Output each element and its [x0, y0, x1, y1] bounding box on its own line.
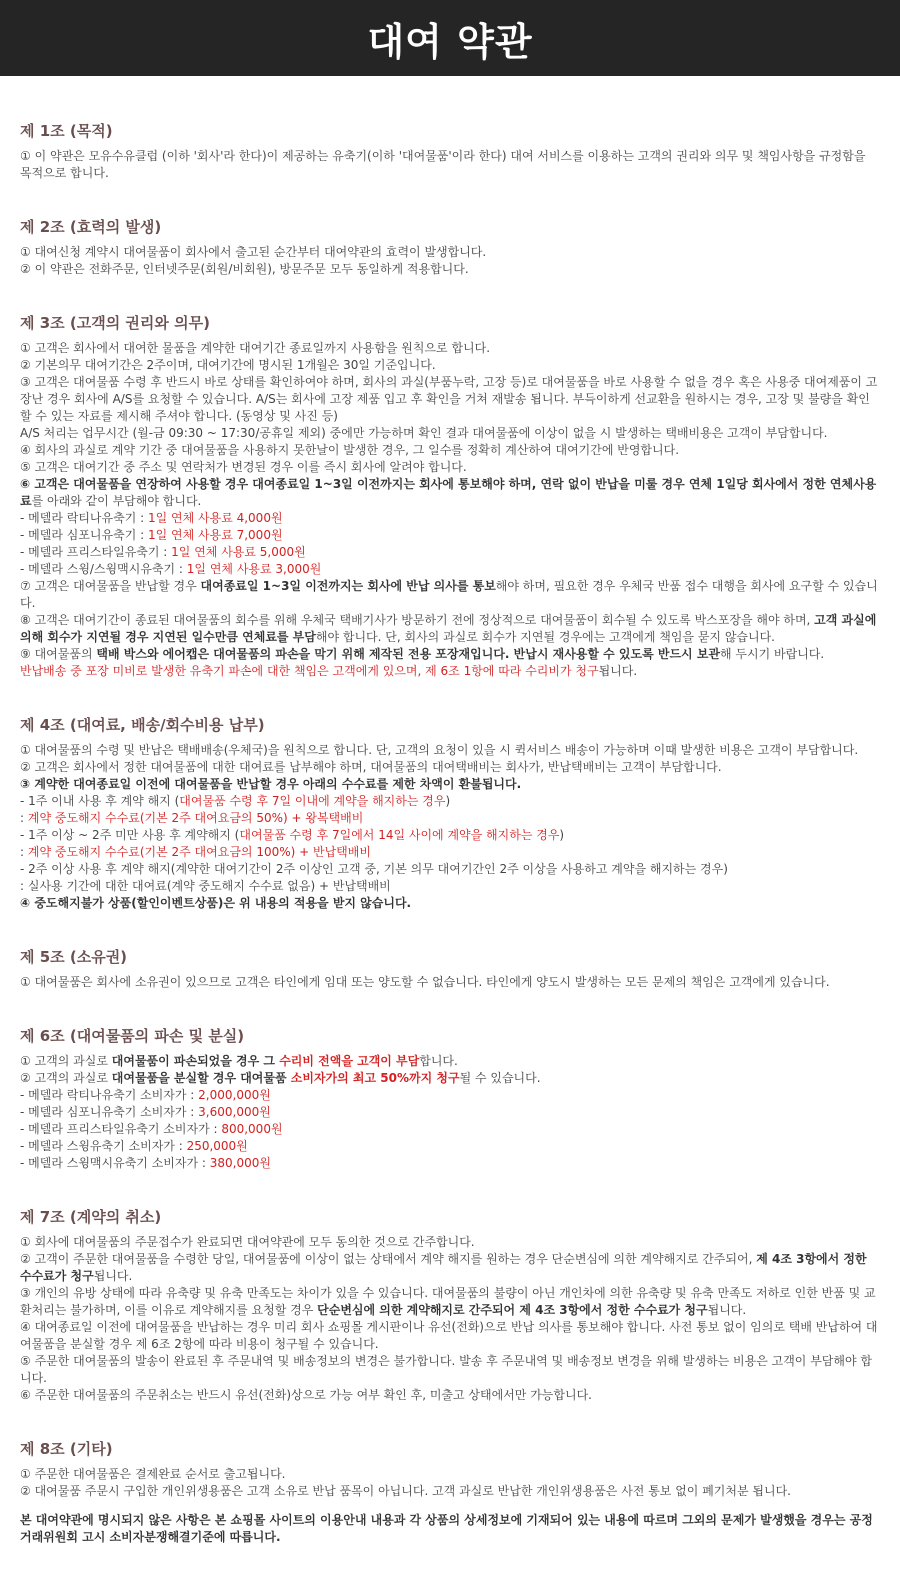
clause-text: ② 고객이 주문한 대여물품을 수령한 당일, 대여물품에 이상이 없는 상태에서 계약 해지를 원하는 경우 단순변심에 의한 계약해지로 간주되어, — [20, 1252, 757, 1266]
clause-text: 반납배송 중 포장 미비로 발생한 유축기 파손에 대한 책임은 고객에게 있으며, 제 6조 1항에 따라 수리비가 청구 — [20, 664, 599, 678]
clause-line — [20, 1466, 880, 1483]
page-title: 대여 약관 — [367, 19, 533, 64]
clause-text: 택배 박스와 에어캡은 대여물품의 파손을 막기 위해 제작된 전용 포장재입니다. 반납시 재사용할 수 있도록 반드시 보관 — [96, 647, 721, 661]
clause-line — [20, 476, 880, 510]
clause-line — [20, 261, 880, 278]
clause-line — [20, 793, 880, 810]
clause-line — [20, 244, 880, 261]
clause-line — [20, 1483, 880, 1500]
clause-text: - 메델라 프리스타일유축기 : — [20, 545, 172, 559]
clause-text: 계약 중도해지 수수료(기본 2주 대여요금의 100%) + 반납택배비 — [27, 845, 371, 859]
clause-text: - 메델라 프리스타일유축기 소비자가 : — [20, 1122, 222, 1136]
clause-text: 단순변심에 의한 계약해지로 간주되어 제 4조 3항에서 정한 수수료가 청구 — [317, 1303, 708, 1317]
clause-line — [20, 1053, 880, 1070]
clause-line — [20, 1087, 880, 1104]
clause-text: ) — [559, 828, 565, 842]
clause-text: 1일 연체 사용료 5,000원 — [171, 545, 306, 559]
clause-text: 합니다. — [419, 1054, 458, 1068]
clause-text: 수리비 전액을 고객이 부담 — [279, 1054, 420, 1068]
clause-text: 됩니다. — [93, 1269, 133, 1283]
clause-line — [20, 1121, 880, 1138]
clause-text: 제 4조 3항에서 정한 수수료가 청구 — [20, 1252, 867, 1283]
clause-text: 2,000,000원 — [198, 1088, 271, 1102]
clause-text: - 메델라 심포니유축기 : — [20, 528, 148, 542]
clause-line — [20, 527, 880, 544]
clause-text: ⑤ 주문한 대여물품의 발송이 완료된 후 주문내역 및 배송정보의 변경은 불가합니다. 발송 후 주문내역 및 배송정보 변경을 위해 발생하는 비용은 고객이 부담해야 합니다. — [20, 1354, 872, 1385]
article-title: 제 3조 (고객의 권리와 의무) — [20, 314, 210, 332]
clause-text: 1일 연체 사용료 7,000원 — [147, 528, 283, 542]
clause-line — [20, 357, 880, 374]
clause-line — [20, 148, 880, 182]
article-title: 제 1조 (목적) — [20, 122, 113, 140]
clause-line — [20, 612, 880, 646]
article-5 — [20, 946, 880, 991]
clause-line — [20, 561, 880, 578]
clause-text: 380,000원 — [209, 1156, 271, 1170]
clause-text: : — [20, 811, 28, 825]
clause-text: ) — [445, 794, 451, 808]
clause-text: ⑦ 고객은 대여물품을 반납할 경우 — [20, 579, 201, 593]
clause-text: ② 고객은 회사에서 정한 대여물품에 대한 대여료를 납부해야 하며, 대여물품의 대여택배비는 회사가, 반납택배비는 고객이 부담합니다. — [20, 760, 722, 774]
clause-text: - 2주 이상 사용 후 계약 해지(계약한 대여기간이 2주 이상인 고객 중, 기본 의무 대여기간인 2주 이상을 사용하고 계약을 해지하는 경우) — [20, 862, 728, 876]
article-title: 제 6조 (대여물품의 파손 및 분실) — [20, 1027, 245, 1045]
clause-line — [20, 340, 880, 357]
article-title: 제 2조 (효력의 발생) — [20, 218, 162, 236]
article-title: 제 7조 (계약의 취소) — [20, 1208, 162, 1226]
article-3 — [20, 312, 880, 680]
clause-text: A/S 처리는 업무시간 (월-금 09:30 ~ 17:30/공휴일 제외) 중에만 가능하며 확인 결과 대여물품에 이상이 없을 시 발생하는 택배비용은 고객이 부담합니다. — [20, 426, 828, 440]
clause-text: ② 대여물품 주문시 구입한 개인위생용품은 고객 소유로 반납 품목이 아닙니다. 고객 과실로 반납한 개인위생용품은 사전 통보 없이 폐기처분 됩니다. — [20, 1484, 791, 1498]
clause-line — [20, 544, 880, 561]
article-7 — [20, 1206, 880, 1404]
terms-content — [0, 76, 900, 1546]
clause-line — [20, 974, 880, 991]
clause-text: 3,600,000원 — [198, 1105, 271, 1119]
clause-line — [20, 895, 880, 912]
clause-text: ① 대여신청 계약시 대여물품이 회사에서 출고된 순간부터 대여약관의 효력이 발생합니다. — [20, 245, 487, 259]
clause-line — [20, 510, 880, 527]
clause-text: - 메델라 스윙유축기 소비자가 : — [20, 1139, 187, 1153]
article-2 — [20, 216, 880, 278]
clause-line — [20, 1353, 880, 1387]
clause-text: ① 주문한 대여물품은 결제완료 순서로 출고됩니다. — [20, 1467, 286, 1481]
clause-text: 해야 합니다. 단, 회사의 과실로 회수가 지연될 경우에는 고객에게 책임을 묻지 않습니다. — [315, 630, 776, 644]
clause-line — [20, 1070, 880, 1087]
clause-text: 될 수 있습니다. — [459, 1071, 541, 1085]
clause-text: 1일 연체 사용료 4,000원 — [147, 511, 283, 525]
clause-text: ② 기본의무 대여기간은 2주이며, 대여기간에 명시된 1개월은 30일 기준입니다. — [20, 358, 436, 372]
clause-line — [20, 1234, 880, 1251]
clause-line — [20, 1104, 880, 1121]
clause-line — [20, 442, 880, 459]
clause-line — [20, 374, 880, 425]
clause-line — [20, 861, 880, 878]
clause-text: ⑨ 대여물품의 — [20, 647, 97, 661]
article-title: 제 8조 (기타) — [20, 1440, 113, 1458]
clause-text: - 1주 이상 ~ 2주 미만 사용 후 계약해지 ( — [20, 828, 240, 842]
clause-text: ① 고객은 회사에서 대여한 물품을 계약한 대여기간 종료일까지 사용함을 원칙으로 합니다. — [20, 341, 491, 355]
clause-text: 됩니다. — [598, 664, 638, 678]
clause-text: 고객 과실에 의해 회수가 지연될 경우 지연된 일수만큼 연체료를 부담 — [20, 613, 877, 644]
clause-text: ① 고객의 과실로 — [20, 1054, 112, 1068]
clause-text: ① 대여물품은 회사에 소유권이 있으므로 고객은 타인에게 임대 또는 양도할 수 없습니다. 타인에게 양도시 발생하는 모든 문제의 책임은 고객에게 있습니다. — [20, 975, 830, 989]
clause-line — [20, 425, 880, 442]
clause-text: ⑧ 고객은 대여기간이 종료된 대여물품의 회수를 위해 우체국 택배기사가 방문하기 전에 정상적으로 대여물품이 회수될 수 있도록 박스포장을 해야 하며, — [20, 613, 815, 627]
clause-line — [20, 1155, 880, 1172]
clause-text: ④ 회사의 과실로 계약 기간 중 대여물품을 사용하지 못한날이 발생한 경우, 그 일수를 정확히 계산하여 대여기간에 반영합니다. — [20, 443, 680, 457]
clause-line — [20, 1285, 880, 1319]
clause-text: - 메델라 스윙맥시유축기 소비자가 : — [20, 1156, 210, 1170]
clause-text: ⑥ 고객은 대여물품을 연장하여 사용할 경우 대여종료일 1~3일 이전까지는 회사에 통보해야 하며, 연락 없이 반납을 미룰 경우 연체 1일당 회사에서 정한 연체사용료 — [20, 477, 877, 508]
clause-text: 대여종료일 1~3일 이전까지는 회사에 반납 의사를 통보 — [200, 579, 496, 593]
clause-text: 대여물품 수령 후 7일 이내에 계약을 해지하는 경우 — [179, 794, 446, 808]
clause-line — [20, 878, 880, 895]
clause-line — [20, 1138, 880, 1155]
clause-line — [20, 810, 880, 827]
clause-text: ④ 대여종료일 이전에 대여물품을 반납하는 경우 미리 회사 쇼핑몰 게시판이나 유선(전화)으로 반납 의사를 통보해야 합니다. 사전 통보 없이 임의로 택배 반납하여 대여물품을 분실할 경우 제 6조 2항에 따라 비용이 청구될 수 있습니다. — [20, 1320, 878, 1351]
clause-text: 대여물품을 분실할 경우 대여물품 — [111, 1071, 291, 1085]
closing-text: 본 대여약관에 명시되지 않은 사항은 본 쇼핑몰 사이트의 이용안내 내용과 각 상품의 상세정보에 기재되어 있는 내용에 따르며 그외의 문제가 발생했을 경우는 공정거래위원회 고시 소비자분쟁해결기준에 따릅니다. — [20, 1513, 873, 1544]
clause-line — [20, 776, 880, 793]
clause-line — [20, 1251, 880, 1285]
clause-line — [20, 578, 880, 612]
clause-text: 계약 중도해지 수수료(기본 2주 대여요금의 50%) + 왕복택배비 — [27, 811, 364, 825]
clause-line — [20, 844, 880, 861]
clause-text: - 메델라 스윙/스윙맥시유축기 : — [20, 562, 187, 576]
clause-line — [20, 742, 880, 759]
clause-text: 1일 연체 사용료 3,000원 — [186, 562, 322, 576]
clause-text: ① 대여물품의 수령 및 반납은 택배배송(우체국)을 원칙으로 합니다. 단, 고객의 요청이 있을 시 퀵서비스 배송이 가능하며 이때 발생한 비용은 고객이 부담합니다. — [20, 743, 859, 757]
clause-line — [20, 827, 880, 844]
clause-text: ① 회사에 대여물품의 주문접수가 완료되면 대여약관에 모두 동의한 것으로 간주합니다. — [20, 1235, 475, 1249]
article-1 — [20, 120, 880, 182]
clause-text: 소비자가의 최고 50%까지 청구 — [290, 1071, 460, 1085]
article-4 — [20, 714, 880, 912]
clause-text: 대여물품이 파손되었을 경우 그 — [111, 1054, 280, 1068]
clause-line — [20, 759, 880, 776]
clause-text: ⑤ 고객은 대여기간 중 주소 및 연락처가 변경된 경우 이를 즉시 회사에 알려야 합니다. — [20, 460, 467, 474]
clause-text: 250,000원 — [186, 1139, 248, 1153]
article-title: 제 4조 (대여료, 배송/회수비용 납부) — [20, 716, 265, 734]
clause-line — [20, 663, 880, 680]
clause-text: ④ 중도해지불가 상품(할인이벤트상품)은 위 내용의 적용을 받지 않습니다. — [20, 896, 412, 910]
clause-text: ② 이 약관은 전화주문, 인터넷주문(회원/비회원), 방문주문 모두 동일하게 적용합니다. — [20, 262, 469, 276]
clause-text: ③ 고객은 대여물품 수령 후 반드시 바로 상태를 확인하여야 하며, 회사의 과실(부품누락, 고장 등)로 대여물품을 바로 사용할 수 없을 경우 혹은 사용중 대여제품이 고장난 경우 회사에 A/S를 요청할 수 있습니다. A/S는 회사에 고장 제품 입고 후 확인을 거쳐 재발송 됩니다. 부득이하게 선교환을 원하시는 경우, 고장 및 불량을 확인할 수 있는 자료를 제시해 주셔야 합니다. (동영상 및 사진 등) — [20, 375, 878, 423]
clause-text: - 메델라 락티나유축기 : — [20, 511, 148, 525]
closing-notice — [20, 1512, 880, 1546]
page-header — [0, 0, 900, 76]
article-6 — [20, 1025, 880, 1172]
clause-line — [20, 459, 880, 476]
clause-line — [20, 646, 880, 663]
clause-text: ⑥ 주문한 대여물품의 주문취소는 반드시 유선(전화)상으로 가능 여부 확인 후, 미출고 상태에서만 가능합니다. — [20, 1388, 592, 1402]
clause-text: ③ 계약한 대여종료일 이전에 대여물품을 반납할 경우 아래의 수수료를 제한 차액이 환불됩니다. — [20, 777, 522, 791]
clause-line — [20, 1387, 880, 1404]
clause-text: 해야 하며, 필요한 경우 우체국 반품 접수 대행을 회사에 요구할 수 있습니다. — [20, 579, 878, 610]
clause-text: : 실사용 기간에 대한 대여료(계약 중도해지 수수료 없음) + 반납택배비 — [20, 879, 391, 893]
clause-text: - 메델라 락티나유축기 소비자가 : — [20, 1088, 199, 1102]
article-title: 제 5조 (소유권) — [20, 948, 128, 966]
article-8 — [20, 1438, 880, 1546]
clause-text: - 1주 이내 사용 후 계약 해지 ( — [20, 794, 180, 808]
clause-text: ② 고객의 과실로 — [20, 1071, 112, 1085]
clause-text: 해 두시기 바랍니다. — [720, 647, 825, 661]
clause-text: ① 이 약관은 모유수유클럽 (이하 '회사'라 한다)이 제공하는 유축기(이하 '대여물품'이라 한다) 대여 서비스를 이용하는 고객의 권리와 의무 및 책임사항을 규정함을 목적으로 합니다. — [20, 149, 866, 180]
clause-text: 를 아래와 같이 부담해야 합니다. — [31, 494, 202, 508]
clause-text: 800,000원 — [221, 1122, 283, 1136]
clause-text: 됩니다. — [707, 1303, 747, 1317]
clause-text: - 메델라 심포니유축기 소비자가 : — [20, 1105, 199, 1119]
clause-line — [20, 1319, 880, 1353]
clause-text: 대여물품 수령 후 7일에서 14일 사이에 계약을 해지하는 경우 — [239, 828, 560, 842]
clause-text: ③ 개인의 유방 상태에 따라 유축량 및 유축 만족도는 차이가 있을 수 있습니다. 대여물품의 불량이 아닌 개인차에 의한 유축량 및 유축 만족도 저하로 인한 반품 및 교환처리는 불가하며, 이를 이유로 계약해지를 요청할 경우 — [20, 1286, 876, 1317]
clause-text: : — [20, 845, 28, 859]
